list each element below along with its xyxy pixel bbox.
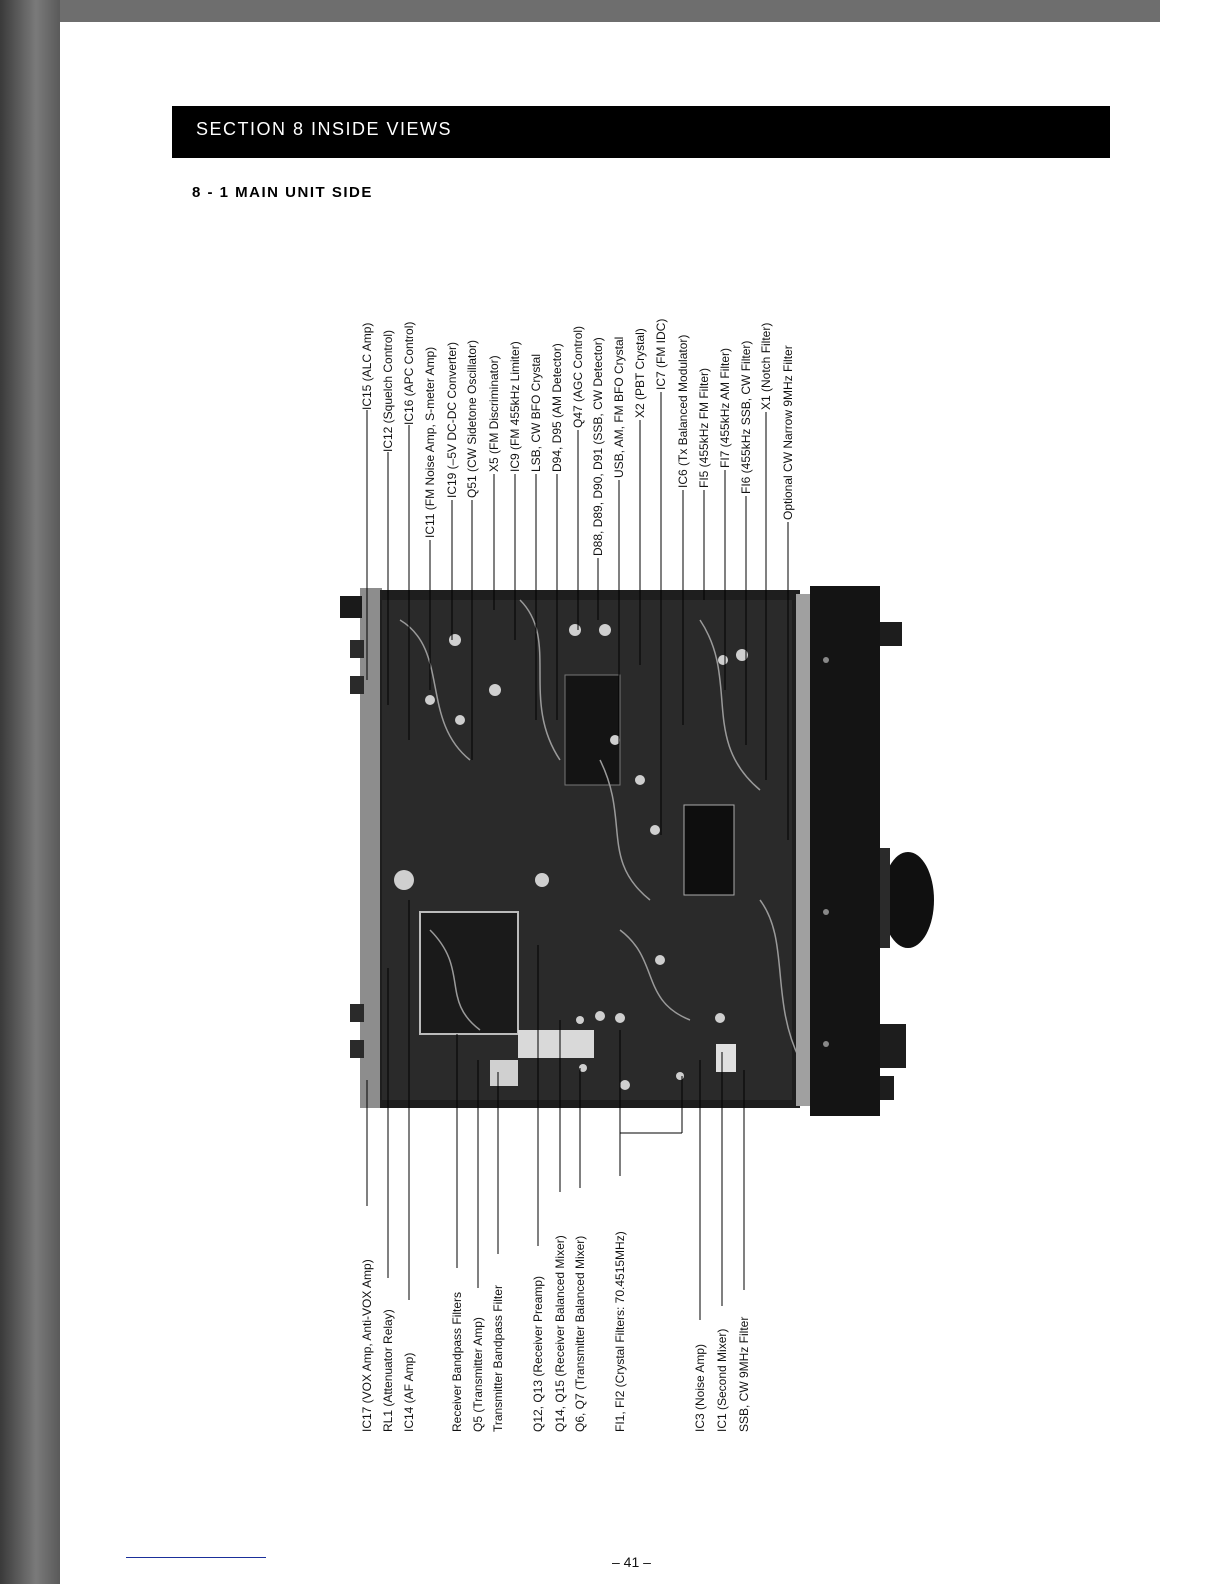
label-d94-d95: D94, D95 (AM Detector) <box>550 343 564 472</box>
front-panel-frame <box>796 594 810 1106</box>
label-ic17: IC17 (VOX Amp, Anti-VOX Amp) <box>360 1259 374 1432</box>
relay-block <box>490 1060 518 1086</box>
label-ic16: IC16 (APC Control) <box>402 321 416 425</box>
white-label-block <box>518 1030 594 1058</box>
label-q6-q7: Q6, Q7 (Transmitter Balanced Mixer) <box>573 1235 587 1432</box>
label-rl1: RL1 (Attenuator Relay) <box>381 1309 395 1432</box>
label-ic7: IC7 (FM IDC) <box>654 318 668 390</box>
label-x1: X1 (Notch Filter) <box>759 322 773 410</box>
label-q14-q15: Q14, Q15 (Receiver Balanced Mixer) <box>553 1235 567 1432</box>
rear-jack-3 <box>350 1004 364 1022</box>
label-fi5: FI5 (455kHz FM Filter) <box>697 367 711 488</box>
front-screw-1 <box>823 657 829 663</box>
rear-jack-4 <box>350 1040 364 1058</box>
label-ic15: IC15 (ALC Amp) <box>360 322 374 410</box>
rear-jack-top <box>350 640 364 658</box>
label-ssb-cw-9mhz: SSB, CW 9MHz Filter <box>737 1316 751 1432</box>
label-ic1: IC1 (Second Mixer) <box>715 1328 729 1432</box>
label-q5: Q5 (Transmitter Amp) <box>471 1317 485 1432</box>
label-ic14: IC14 (AF Amp) <box>402 1352 416 1432</box>
label-x5: X5 (FM Discriminator) <box>487 355 501 472</box>
label-ic6: IC6 (Tx Balanced Modulator) <box>676 334 690 488</box>
subsection-heading: 8 - 1 MAIN UNIT SIDE <box>192 184 373 201</box>
ssb-filter-block <box>716 1044 736 1072</box>
rear-knob <box>340 596 362 618</box>
label-transmitter-bandpass: Transmitter Bandpass Filter <box>491 1285 505 1432</box>
front-knob-small-2 <box>880 1024 906 1068</box>
label-q12-q13: Q12, Q13 (Receiver Preamp) <box>531 1275 545 1432</box>
label-d88-d91: D88, D89, D90, D91 (SSB, CW Detector) <box>591 337 605 556</box>
label-lsb-cw-bfo: LSB, CW BFO Crystal <box>529 353 543 472</box>
label-ic11: IC11 (FM Noise Amp, S-meter Amp) <box>423 346 437 538</box>
label-receiver-bandpass: Receiver Bandpass Filters <box>450 1291 464 1432</box>
label-ic3: IC3 (Noise Amp) <box>693 1343 707 1432</box>
front-knob-small-1 <box>880 622 902 646</box>
shield-can <box>565 675 620 785</box>
label-ic9: IC9 (FM 455kHz Limiter) <box>508 341 522 472</box>
front-knob-skirt <box>880 848 890 948</box>
bandpass-filter-board <box>420 912 518 1034</box>
label-fi1-fi2: FI1, FI2 (Crystal Filters: 70.4515MHz) <box>613 1231 627 1432</box>
front-knob-small-3 <box>880 1076 894 1100</box>
label-usb-am-fm-bfo: USB, AM, FM BFO Crystal <box>612 336 626 478</box>
label-optional-cw-filter: Optional CW Narrow 9MHz Filter <box>781 345 795 520</box>
footer-rule <box>126 1557 266 1558</box>
rear-jack-2 <box>350 676 364 694</box>
front-screw-2 <box>823 909 829 915</box>
page-number: – 41 – <box>612 1554 651 1570</box>
label-fi7: FI7 (455kHz AM Filter) <box>718 347 732 468</box>
front-screw-3 <box>823 1041 829 1047</box>
label-ic19: IC19 (–5V DC-DC Converter) <box>445 341 459 498</box>
label-q47: Q47 (AGC Control) <box>571 325 585 428</box>
label-ic12: IC12 (Squelch Control) <box>381 329 395 452</box>
label-q51: Q51 (CW Sidetone Oscillator) <box>465 339 479 498</box>
label-x2: X2 (PBT Crystal) <box>633 328 647 418</box>
label-fi6: FI6 (455kHz SSB, CW Filter) <box>739 340 753 494</box>
chassis-side-panel <box>360 588 382 1108</box>
front-panel <box>810 586 880 1116</box>
section-title: SECTION 8 INSIDE VIEWS <box>196 119 453 139</box>
crystal-filter-block <box>684 805 734 895</box>
